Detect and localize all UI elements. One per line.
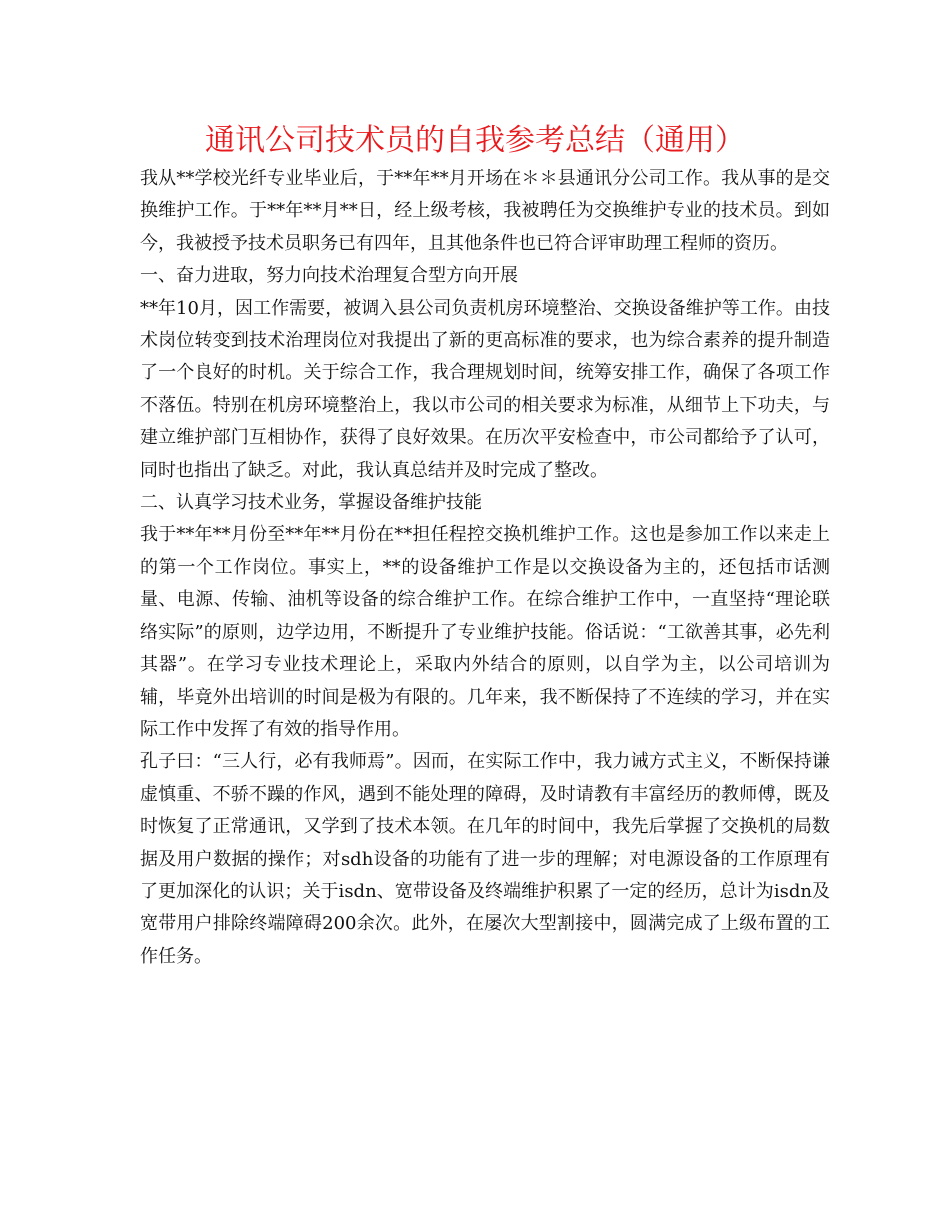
- paragraph-section-2-continued: 孔子曰：“三人行，必有我师焉”。因而，在实际工作中，我力诫方式主义，不断保持谦虚慎重、不骄不躁的作风，遇到不能处理的障碍，及时请教有丰富经历的教师傅，既及时恢复了正常通讯，又学到了技术本领。在几年的时间中，我先后掌握了交换机的局数据及用户数据的操作；对sdh设备的功能有了进一步的理解；对电源设备的工作原理有了更加深化的认识；关于isdn、宽带设备及终端维护积累了一定的经历，总计为isdn及宽带用户排除终端障碍200余次。此外，在屡次大型割接中，圆满完成了上级布置的工作任务。: [140, 751, 830, 967]
- document-body: [140, 163, 830, 973]
- document-title: 通讯公司技术员的自我参考总结（通用）: [205, 123, 745, 158]
- paragraph-section-2: 我于**年**月份至**年**月份在**担任程控交换机维护工作。这也是参加工作以来走上的第一个工作岗位。事实上，**的设备维护工作是以交换设备为主的，还包括市话测量、电源、传输、油机等设备的综合维护工作。在综合维护工作中，一直坚持“理论联络实际”的原则，边学边用，不断提升了专业维护技能。俗话说：“工欲善其事，必先利其器”。在学习专业技术理论上，采取内外结合的原则，以自学为主，以公司培训为辅，毕竟外出培训的时间是极为有限的。几年来，我不断保持了不连续的学习，并在实际工作中发挥了有效的指导作用。: [140, 524, 830, 740]
- section-heading-1: 一、奋力进取，努力向技术治理复合型方向开展: [140, 265, 518, 287]
- section-heading-2: 二、认真学习技术业务，掌握设备维护技能: [140, 492, 482, 514]
- paragraph-section-1: **年10月，因工作需要，被调入县公司负责机房环境整治、交换设备维护等工作。由技术岗位转变到技术治理岗位对我提出了新的更高标准的要求，也为综合素养的提升制造了一个良好的时机。关于综合工作，我合理规划时间，统筹安排工作，确保了各项工作不落伍。特别在机房环境整治上，我以市公司的相关要求为标准，从细节上下功夫，与建立维护部门互相协作，获得了良好效果。在历次平安检查中，市公司都给予了认可，同时也指出了缺乏。对此，我认真总结并及时完成了整改。: [140, 297, 830, 481]
- paragraph-intro: 我从**学校光纤专业毕业后，于**年**月开场在＊＊县通讯分公司工作。我从事的是交换维护工作。于**年**月**日，经上级考核，我被聘任为交换维护专业的技术员。到如今，我被授予技术员职务已有四年，且其他条件也已符合评审助理工程师的资历。: [140, 168, 830, 254]
